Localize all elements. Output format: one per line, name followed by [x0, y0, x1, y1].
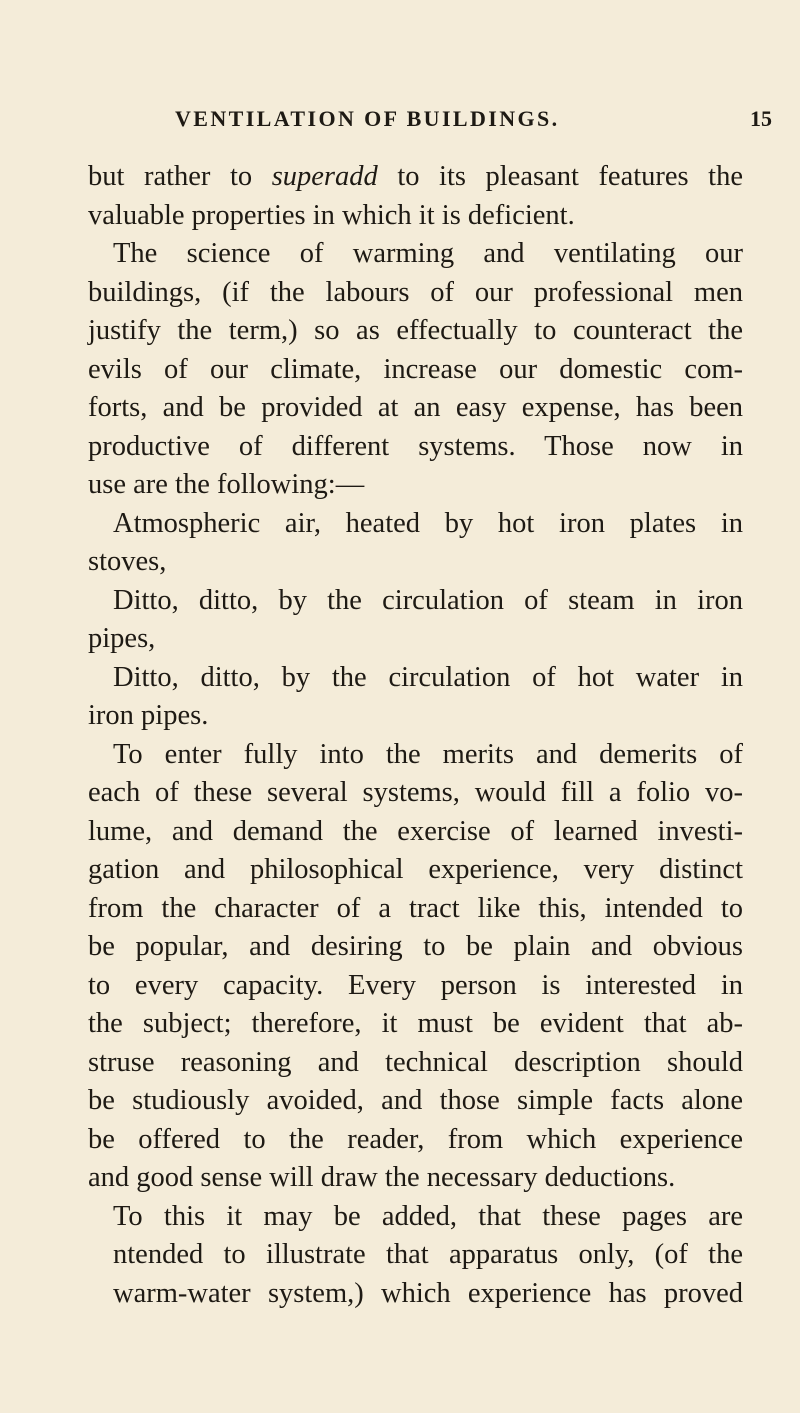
- text-segment: to its pleasant features the: [377, 161, 743, 192]
- text-line: The science of warming and ventilating our: [113, 238, 743, 269]
- text-line: be studiously avoided, and those simple facts alone: [88, 1085, 743, 1116]
- text-line: Ditto, ditto, by the circulation of hot water in: [113, 661, 743, 693]
- text-line: [88, 158, 743, 197]
- text-segment: but rather to: [88, 161, 272, 192]
- text-line: use are the following:—: [88, 469, 365, 500]
- text-line: to every capacity. Every person is interested in: [88, 969, 743, 1001]
- text-line: lume, and demand the exercise of learned investi-: [88, 815, 743, 847]
- text-line: productive of different systems. Those now in: [88, 430, 743, 462]
- text-line: struse reasoning and technical description should: [88, 1046, 743, 1078]
- running-head: [0, 78, 800, 131]
- text-line: be offered to the reader, from which experience: [88, 1123, 743, 1155]
- text-line: evils of our climate, increase our domestic com-: [88, 353, 743, 385]
- text-line: iron pipes.: [88, 700, 209, 731]
- text-line: and good sense will draw the necessary deductions.: [88, 1162, 676, 1193]
- emphasized-word: superadd: [271, 161, 378, 192]
- text-line: valuable properties in which it is deficient.: [88, 199, 575, 231]
- text-line: stoves,: [88, 546, 167, 577]
- text-line: pipes,: [88, 623, 156, 654]
- text-line: To enter fully into the merits and demerits of: [113, 738, 743, 770]
- page-number: 15: [750, 106, 772, 131]
- text-line: buildings, (if the labours of our professional men: [88, 276, 743, 308]
- text-line: be popular, and desiring to be plain and obvious: [88, 931, 743, 962]
- text-line: forts, and be provided at an easy expense, has been: [88, 392, 743, 423]
- text-line: justify the term,) so as effectually to counteract the: [88, 315, 743, 346]
- running-title: VENTILATION OF BUILDINGS.: [175, 106, 560, 131]
- text-line: the subject; therefore, it must be evident that ab-: [88, 1008, 743, 1039]
- text-line: Atmospheric air, heated by hot iron plates in: [113, 507, 743, 539]
- text-line: ntended to illustrate that apparatus only, (of the: [113, 1239, 743, 1270]
- text-line: warm-water system,) which experience has proved: [113, 1277, 743, 1309]
- text-line: gation and philosophical experience, very distinct: [88, 854, 743, 885]
- text-line: To this it may be added, that these pages are: [113, 1200, 743, 1232]
- text-line: each of these several systems, would fill a folio vo-: [88, 777, 743, 808]
- text-line: from the character of a tract like this, intended to: [88, 892, 743, 924]
- text-line: Ditto, ditto, by the circulation of steam in iron: [113, 584, 743, 616]
- body-text: [88, 158, 743, 1313]
